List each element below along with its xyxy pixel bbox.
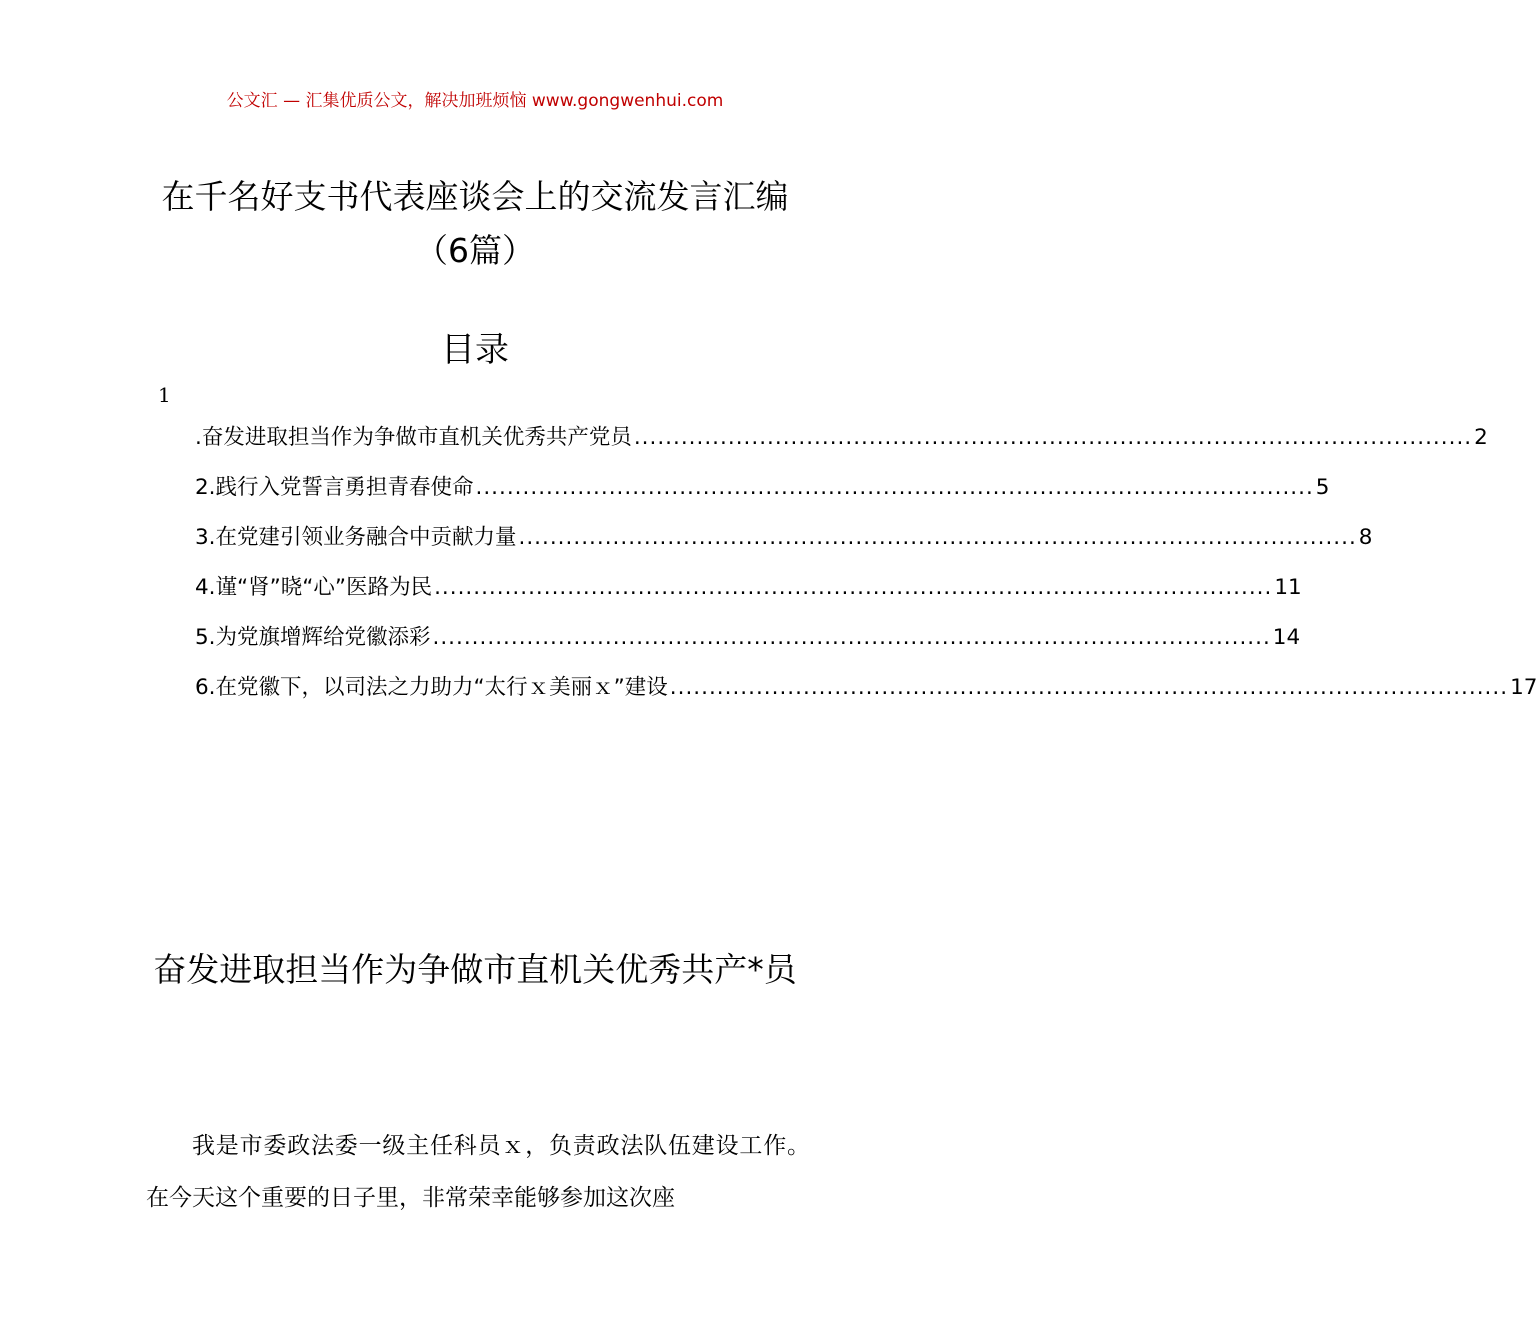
toc-first-number: 1 — [158, 383, 171, 407]
toc-item-page: 5 — [1315, 475, 1330, 500]
toc-item-page: 14 — [1272, 625, 1301, 650]
toc-item[interactable] — [195, 670, 1537, 720]
toc-leader: ........................................................................................................... — [434, 575, 1273, 600]
toc-heading: 目录 — [441, 330, 509, 370]
toc-leader: ........................................................................................................... — [633, 425, 1473, 450]
toc-item-page: 11 — [1274, 575, 1302, 600]
toc-item[interactable] — [195, 570, 1302, 620]
body-paragraph: 我是市委政法委一级主任科员ｘ，负责政法队伍建设工作。在今天这个重要的日子里，非常荣幸能够参加这次座 — [146, 1133, 810, 1211]
toc-leader: ........................................................................................................... — [475, 475, 1314, 500]
toc-item-title: 2.践行入党誓言勇担青春使命 — [195, 475, 474, 500]
toc-item-title: 5.为党旗增辉给党徽添彩 — [195, 625, 431, 650]
toc-item-page: 17 — [1510, 675, 1537, 700]
toc-item-title: 3.在党建引领业务融合中贡献力量 — [195, 525, 517, 550]
toc-item-title: 6.在党徽下，以司法之力助力“太行ｘ美丽ｘ”建设 — [195, 675, 668, 700]
toc-item[interactable] — [195, 420, 1488, 470]
toc-leader: ........................................................................................................... — [518, 525, 1357, 550]
toc-item[interactable] — [195, 470, 1330, 520]
toc-item[interactable] — [195, 520, 1373, 570]
table-of-contents — [195, 420, 1537, 720]
document-title: 在千名好支书代表座谈会上的交流发言汇编（6篇） — [161, 177, 789, 270]
section-title: 奋发进取担当作为争做市直机关优秀共产*员 — [153, 950, 797, 989]
toc-item-title: .奋发进取担当作为争做市直机关优秀共产党员 — [195, 425, 632, 450]
toc-leader: ........................................................................................................... — [669, 675, 1509, 700]
toc-item-page: 2 — [1474, 425, 1488, 450]
toc-leader: ........................................................................................................... — [432, 625, 1271, 650]
site-header: 公文汇 — 汇集优质公文，解决加班烦恼 www.gongwenhui.com — [226, 91, 724, 111]
toc-item-title: 4.谨“肾”晓“心”医路为民 — [195, 575, 433, 600]
toc-item[interactable] — [195, 620, 1301, 670]
toc-item-page: 8 — [1358, 525, 1373, 550]
